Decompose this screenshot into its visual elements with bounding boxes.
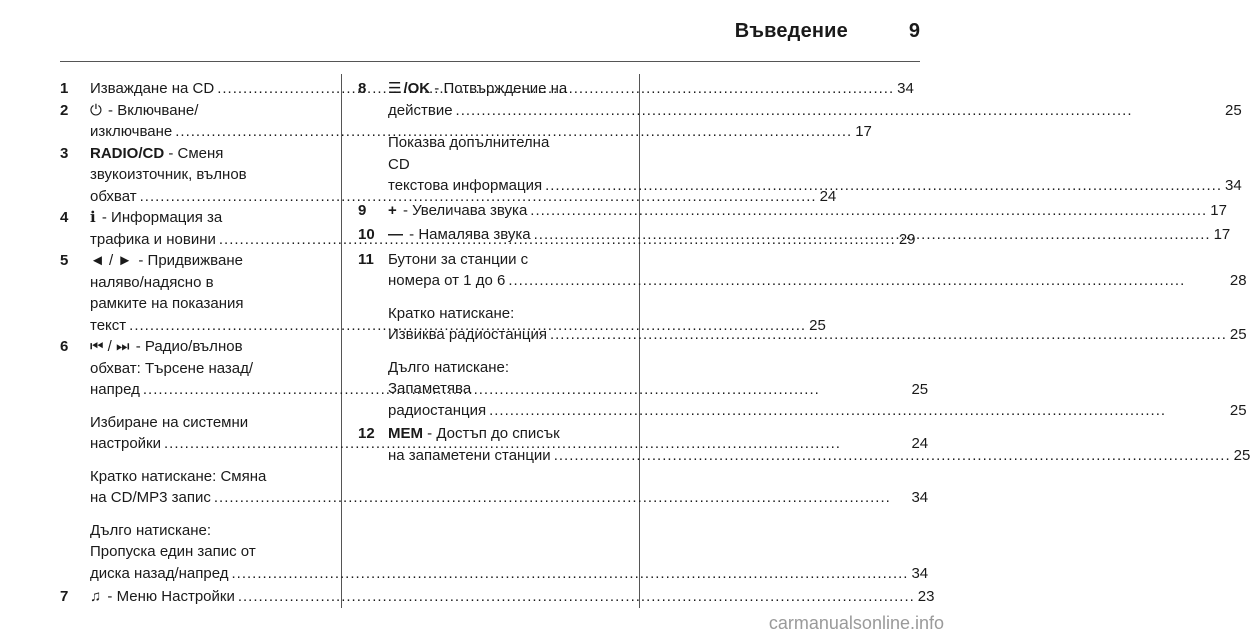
entry-number: 7: [60, 588, 69, 605]
page-ref[interactable]: 28: [1229, 272, 1247, 289]
page-ref[interactable]: 17: [1210, 201, 1227, 219]
entry-text: изключване: [90, 123, 173, 140]
leader-dots: [238, 586, 915, 608]
entry-text: Кратко натискане:: [388, 304, 515, 322]
entry-line: [388, 224, 1230, 246]
entry-text: Бутони за станции с: [388, 250, 529, 268]
entry-number: 2: [60, 101, 69, 119]
leader-dots: [214, 487, 909, 509]
entry-text: - Достъп до списък: [427, 425, 560, 442]
page-ref[interactable]: 25: [1233, 446, 1250, 464]
entry-text: действие: [388, 101, 453, 119]
page-ref[interactable]: 25: [1225, 101, 1242, 119]
leader-dots: [232, 563, 909, 585]
entry-text: - Намалява звука: [409, 226, 531, 243]
entry-text: напред: [90, 381, 140, 398]
entry-text: на CD/MP3 запис: [90, 489, 211, 506]
page-ref[interactable]: 34: [911, 564, 929, 582]
entry-text: Показва допълнителна: [388, 134, 550, 151]
leader-dots: [545, 175, 1222, 197]
entry-line: [388, 175, 1242, 197]
entry-text: обхват: Търсене назад/: [90, 359, 254, 377]
entry-text: - Увеличава звука: [402, 201, 528, 219]
page-ref[interactable]: 17: [855, 123, 872, 140]
leader-dots: [456, 100, 1222, 122]
entry-line: [388, 100, 1242, 122]
entry-text: Запаметява: [388, 380, 472, 397]
entry-text: Изваждане на CD: [90, 80, 215, 97]
entry-text: рамките на показания: [90, 295, 244, 312]
info-icon: ℹ: [90, 209, 96, 226]
entry-number: 3: [60, 144, 69, 162]
entry-text: номера от 1 до 6: [388, 272, 506, 289]
page-ref[interactable]: 34: [897, 80, 914, 97]
leader-dots: [489, 400, 1227, 422]
page-ref[interactable]: 24: [911, 435, 929, 452]
entry-number: 5: [60, 252, 69, 269]
entry-text: CD: [388, 155, 410, 173]
entry-text: текст: [90, 316, 127, 334]
entry-text: - Радио/вълнов: [135, 338, 243, 355]
entry-line: [90, 563, 928, 585]
page-ref[interactable]: 29: [898, 230, 916, 248]
entry-line: [388, 270, 1247, 292]
entry-text: - Меню Настройки: [107, 588, 235, 605]
page-title: Въведение: [734, 20, 848, 42]
entry-number: 1: [60, 80, 69, 97]
entry-text: на запаметени станции: [388, 446, 551, 464]
page-ref[interactable]: 17: [1213, 226, 1231, 243]
entry-number: 10: [358, 226, 375, 243]
entry-line: [388, 400, 1247, 422]
index-entry-7: [60, 586, 935, 608]
button-name: RADIO/CD: [90, 144, 165, 162]
entry-number: 4: [60, 209, 69, 226]
button-name: MEM: [388, 425, 423, 442]
page-ref[interactable]: 34: [1225, 177, 1242, 194]
entry-line: [388, 324, 1247, 346]
power-icon: ⏻: [90, 101, 102, 119]
entry-text: обхват: [90, 187, 137, 205]
page-ref[interactable]: 25: [809, 316, 826, 334]
page-ref[interactable]: 24: [819, 187, 837, 205]
entry-number: 6: [60, 338, 69, 355]
seek-back-forward-icon: ⏮ / ⏭: [90, 338, 130, 355]
page-ref[interactable]: 25: [911, 381, 929, 398]
entry-text: настройки: [90, 435, 162, 452]
entry-text: Дълго натискане:: [90, 521, 212, 539]
entry-text: наляво/надясно в: [90, 273, 214, 291]
page-number: 9: [908, 20, 920, 42]
entry-text: текстова информация: [388, 177, 543, 194]
entry-text: - Включване/: [108, 101, 199, 119]
entry-number: 11: [358, 250, 374, 268]
page-ref[interactable]: 34: [911, 489, 929, 506]
entry-line: [388, 445, 1250, 467]
entry-text: - Потвърждение на: [434, 80, 568, 97]
leader-dots: [508, 270, 1227, 292]
music-note-icon: ♫: [90, 588, 102, 605]
minus-icon: —: [388, 226, 403, 243]
entry-line: [90, 487, 928, 509]
entry-text: диска назад/напред: [90, 564, 229, 582]
watermark: carmanualsonline.info: [768, 613, 944, 633]
entry-text: звукоизточник, вълнов: [90, 166, 247, 183]
entry-text: Избиране на системни: [90, 413, 249, 431]
left-right-arrows-icon: ◄ / ►: [90, 252, 133, 269]
entry-text: трафика и новини: [90, 230, 216, 248]
entry-number: 12: [358, 425, 375, 442]
entry-text: Кратко натискане: Смяна: [90, 467, 267, 485]
button-name: /OK: [403, 80, 431, 97]
leader-dots: [530, 200, 1207, 222]
entry-text: радиостанция: [388, 401, 487, 419]
entry-text: - Информация за: [101, 209, 223, 226]
leader-dots: [534, 224, 1211, 246]
entry-number: 8: [358, 80, 367, 97]
entry-text: Пропуска един запис от: [90, 543, 256, 560]
entry-number: 9: [358, 201, 367, 219]
menu-list-icon: ☰: [388, 80, 402, 97]
index-entry-11: [358, 249, 1247, 422]
entry-text: Извиква радиостанция: [388, 326, 547, 343]
leader-dots: [550, 324, 1227, 346]
leader-dots: [554, 445, 1231, 467]
plus-icon: +: [388, 201, 397, 219]
entry-text: - Сменя: [168, 144, 224, 162]
index-entry-9: [358, 200, 1227, 222]
page-ref[interactable]: 25: [1229, 326, 1247, 343]
page-ref[interactable]: 25: [1229, 401, 1247, 419]
entry-text: - Придвижване: [138, 252, 243, 269]
header-divider: [60, 61, 920, 62]
entry-text: Дълго натискане:: [388, 358, 510, 376]
entry-line: [388, 200, 1227, 222]
entry-line: [90, 586, 934, 608]
page-ref[interactable]: 23: [917, 588, 935, 605]
